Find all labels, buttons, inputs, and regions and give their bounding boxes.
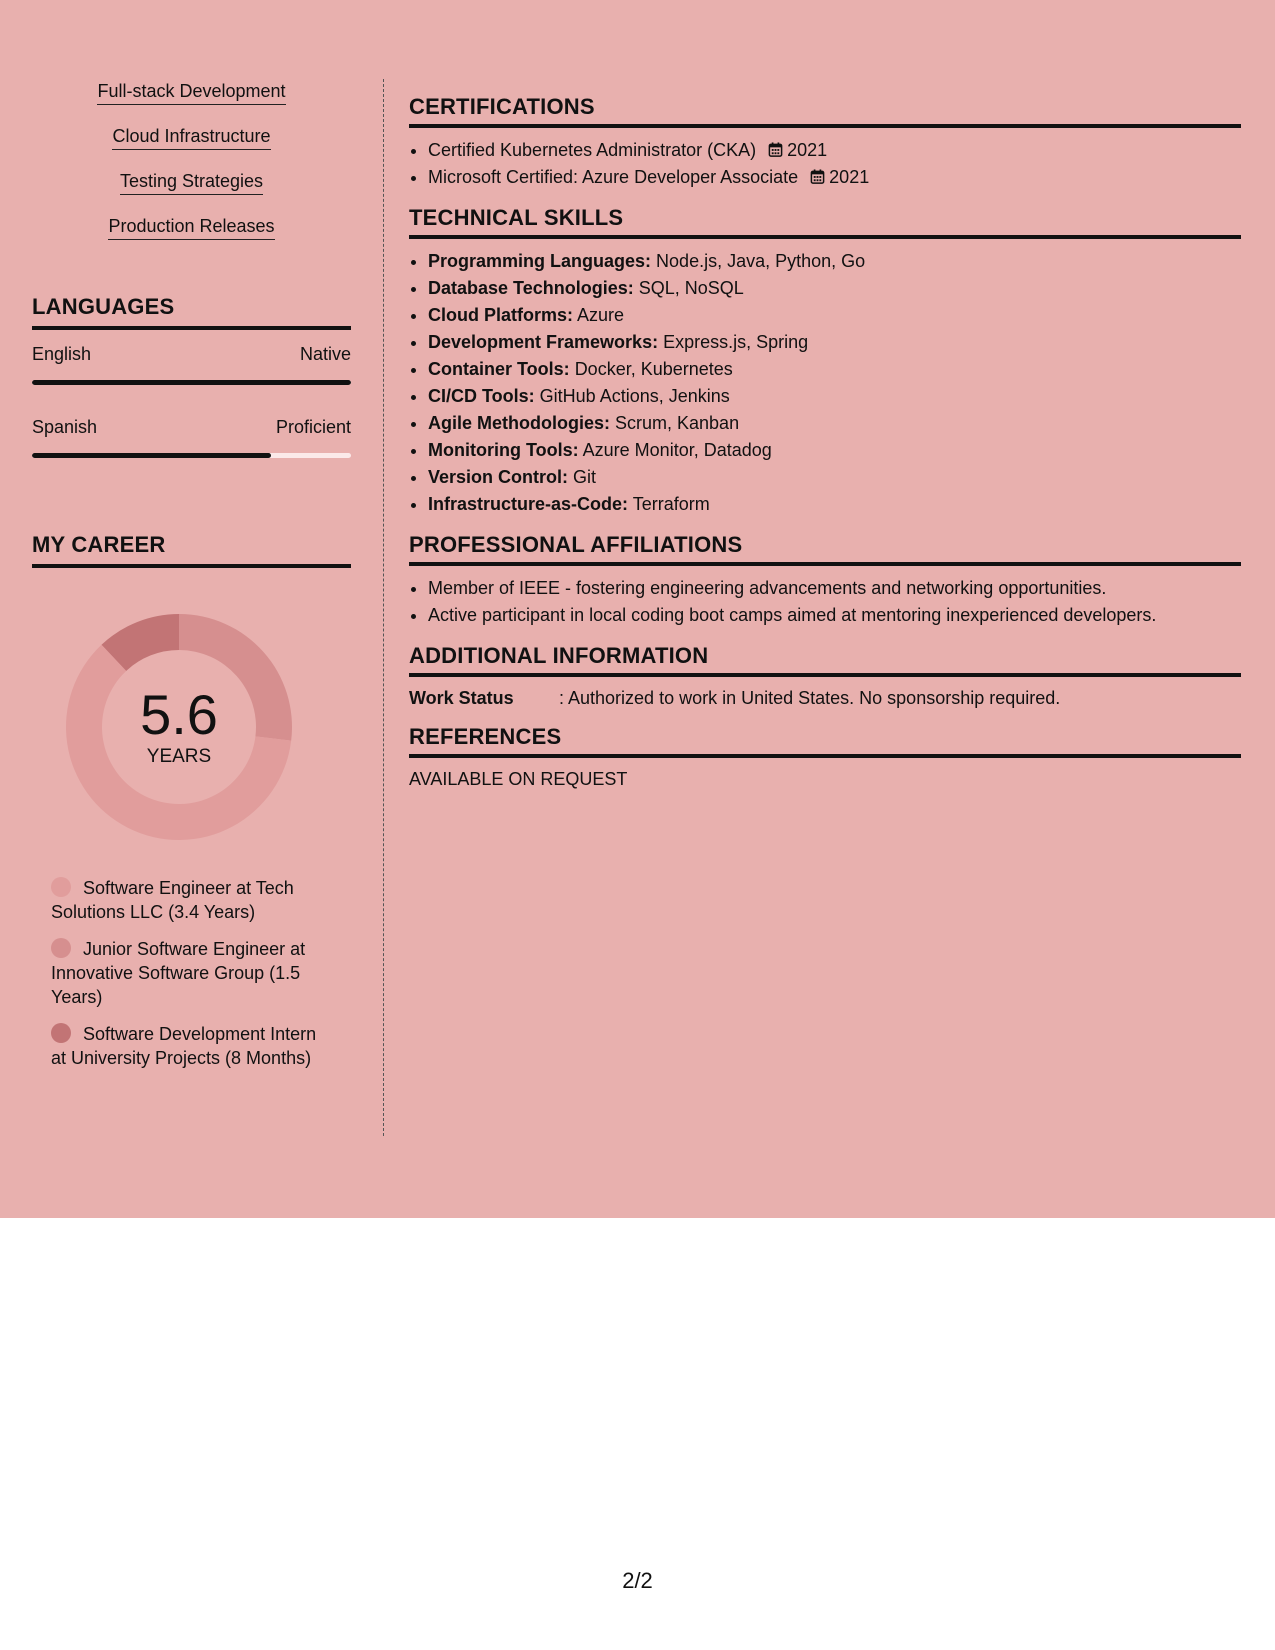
references-section bbox=[409, 724, 1241, 791]
skill-label: Agile Methodologies: bbox=[428, 413, 610, 433]
left-column bbox=[32, 78, 351, 1083]
legend-dot bbox=[51, 877, 71, 897]
right-column bbox=[409, 94, 1241, 805]
legend-label: Software Engineer at Tech Solutions LLC (3.4 Years) bbox=[51, 878, 294, 922]
skill-item bbox=[428, 383, 1241, 410]
certifications-section bbox=[409, 94, 1241, 191]
calendar-icon bbox=[768, 142, 783, 157]
career-legend bbox=[51, 876, 331, 1070]
skill-item bbox=[428, 491, 1241, 518]
languages-section bbox=[32, 294, 351, 458]
interest-item: Full-stack Development bbox=[97, 78, 285, 105]
skill-value: Node.js, Java, Python, Go bbox=[656, 251, 866, 271]
certifications-heading: CERTIFICATIONS bbox=[409, 94, 1241, 128]
skill-value: Terraform bbox=[632, 494, 710, 514]
skill-item bbox=[428, 248, 1241, 275]
language-level: Native bbox=[299, 344, 351, 364]
language-name: English bbox=[32, 344, 92, 364]
career-total-unit: YEARS bbox=[146, 746, 212, 767]
certification-name: Microsoft Certified: Azure Developer Associate bbox=[428, 167, 799, 187]
skill-label: Cloud Platforms: bbox=[428, 305, 574, 325]
calendar-icon bbox=[810, 169, 825, 184]
work-status-row bbox=[409, 686, 1241, 710]
legend-item bbox=[51, 937, 331, 1009]
skill-label: CI/CD Tools: bbox=[428, 386, 535, 406]
language-proficiency-bar bbox=[32, 380, 351, 385]
skill-item bbox=[428, 437, 1241, 464]
skill-item bbox=[428, 410, 1241, 437]
career-total-value: 5.6 bbox=[140, 683, 218, 746]
language-proficiency-fill bbox=[32, 453, 271, 458]
affiliations-heading: PROFESSIONAL AFFILIATIONS bbox=[409, 532, 1241, 566]
references-heading: REFERENCES bbox=[409, 724, 1241, 758]
skill-value: Git bbox=[573, 467, 597, 487]
certification-item bbox=[428, 164, 1241, 191]
skill-value: Scrum, Kanban bbox=[615, 413, 740, 433]
interest-item: Production Releases bbox=[108, 213, 274, 240]
technical-skills-section bbox=[409, 205, 1241, 518]
interests-list bbox=[32, 78, 351, 258]
affiliation-item: • Active participant in local coding boot camps aimed at mentoring inexperienced developers. bbox=[428, 602, 1241, 629]
certification-item bbox=[428, 137, 1241, 164]
interest-item: Testing Strategies bbox=[120, 168, 263, 195]
technical-skills-heading: TECHNICAL SKILLS bbox=[409, 205, 1241, 239]
legend-item bbox=[51, 876, 331, 924]
language-proficiency-bar bbox=[32, 453, 351, 458]
skill-value: GitHub Actions, Jenkins bbox=[539, 386, 730, 406]
language-name: Spanish bbox=[32, 417, 98, 437]
interest-item: Cloud Infrastructure bbox=[112, 123, 270, 150]
skill-label: Container Tools: bbox=[428, 359, 570, 379]
skill-item bbox=[428, 329, 1241, 356]
certification-year: 2021 bbox=[829, 167, 870, 187]
language-spanish bbox=[32, 417, 351, 458]
work-status-label: Work Status bbox=[409, 688, 514, 708]
language-proficiency-fill bbox=[32, 380, 351, 385]
affiliations-section bbox=[409, 532, 1241, 629]
career-donut-chart bbox=[66, 614, 292, 840]
skill-value: SQL, NoSQL bbox=[638, 278, 744, 298]
skill-value: Docker, Kubernetes bbox=[574, 359, 733, 379]
certification-name: Certified Kubernetes Administrator (CKA) bbox=[428, 140, 757, 160]
skill-value: Azure bbox=[577, 305, 625, 325]
career-heading: MY CAREER bbox=[32, 532, 351, 568]
language-english bbox=[32, 344, 351, 385]
legend-dot bbox=[51, 938, 71, 958]
skill-value: Azure Monitor, Datadog bbox=[582, 440, 772, 460]
legend-dot bbox=[51, 1023, 71, 1043]
skill-label: Infrastructure-as-Code: bbox=[428, 494, 629, 514]
skill-label: Programming Languages: bbox=[428, 251, 652, 271]
certification-year: 2021 bbox=[787, 140, 828, 160]
skill-item bbox=[428, 356, 1241, 383]
legend-label: Junior Software Engineer at Innovative Software Group (1.5 Years) bbox=[51, 939, 306, 1007]
language-level: Proficient bbox=[275, 417, 351, 437]
references-text: AVAILABLE ON REQUEST bbox=[409, 769, 628, 789]
languages-heading: LANGUAGES bbox=[32, 294, 351, 330]
page-number: 2/2 bbox=[622, 1568, 653, 1593]
skill-label: Database Technologies: bbox=[428, 278, 634, 298]
skill-item bbox=[428, 464, 1241, 491]
additional-info-section bbox=[409, 643, 1241, 710]
skill-label: Development Frameworks: bbox=[428, 332, 659, 352]
skill-item bbox=[428, 275, 1241, 302]
skill-label: Version Control: bbox=[428, 467, 569, 487]
skill-value: Express.js, Spring bbox=[663, 332, 809, 352]
column-divider bbox=[383, 79, 384, 1136]
career-section bbox=[32, 532, 351, 1070]
legend-label: Software Development Intern at University Projects (8 Months) bbox=[51, 1024, 317, 1068]
skills-list bbox=[409, 248, 1241, 518]
skill-item bbox=[428, 302, 1241, 329]
work-status-value: : Authorized to work in United States. No sponsorship required. bbox=[559, 688, 1061, 708]
affiliation-item: • Member of IEEE - fostering engineering advancements and networking opportunities. bbox=[428, 575, 1241, 602]
legend-item bbox=[51, 1022, 331, 1070]
skill-label: Monitoring Tools: bbox=[428, 440, 579, 460]
additional-info-heading: ADDITIONAL INFORMATION bbox=[409, 643, 1241, 677]
